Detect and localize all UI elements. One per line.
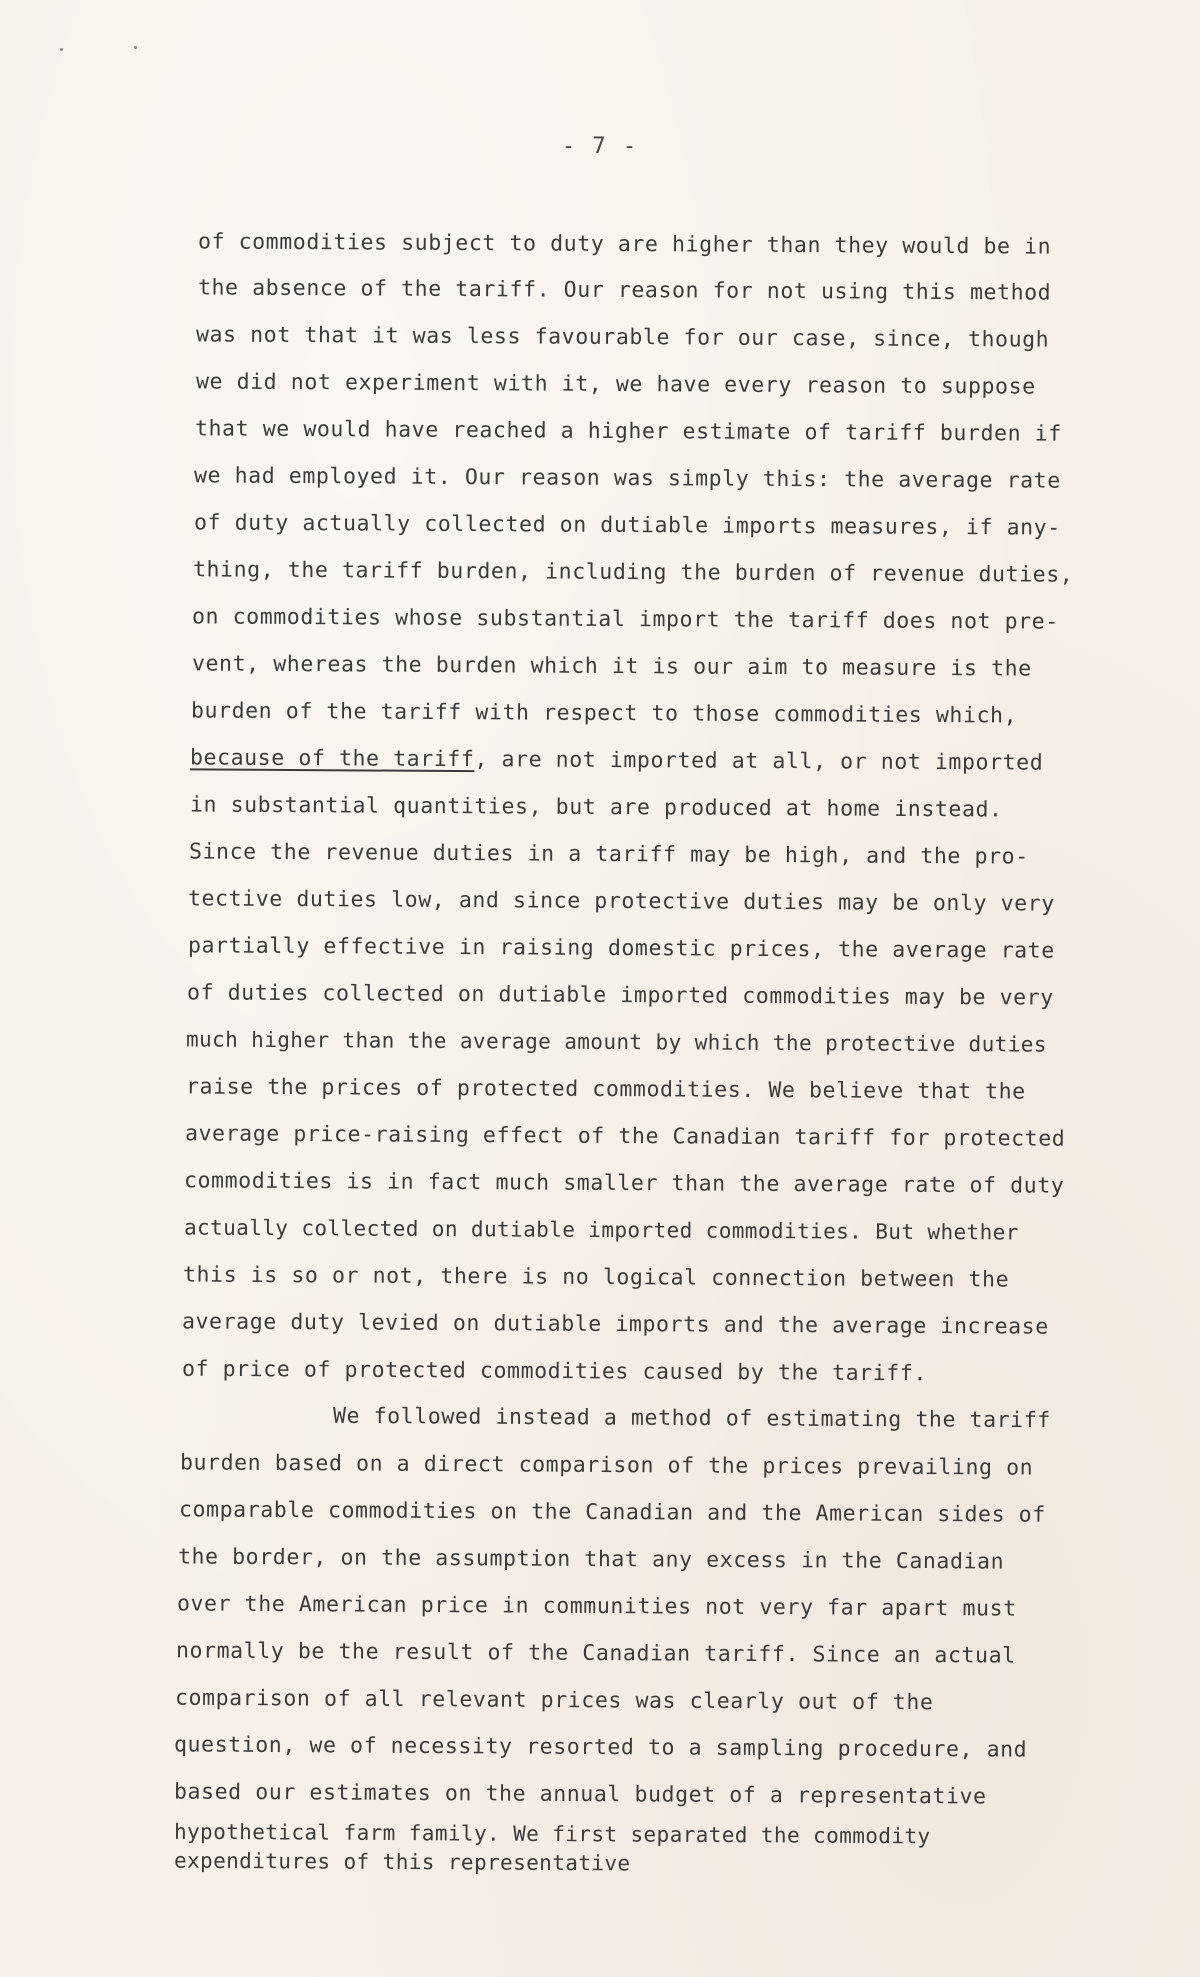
paragraph-2-line: over the American price in communities not very far apart must xyxy=(176,1591,1017,1622)
paragraph-1-line: of duty actually collected on dutiable imports measures, if any- xyxy=(193,510,1061,541)
paragraph-1-line: of commodities subject to duty are higher than they would be in xyxy=(197,229,1052,260)
paragraph-2-line: hypothetical farm family. We first separated the commodity xyxy=(173,1819,931,1849)
paragraph-1-line: raise the prices of protected commodities. We believe that the xyxy=(185,1074,1026,1105)
paragraph-2-line: the border, on the assumption that any excess in the Canadian xyxy=(177,1544,1005,1575)
paragraph-2-line: comparable commodities on the Canadian and the American sides of xyxy=(178,1497,1046,1528)
paragraph-2-line: based our estimates on the annual budget of a representative xyxy=(173,1779,987,1810)
paragraph-1-line: was not that it was less favourable for our case, since, though xyxy=(195,322,1050,353)
paragraph-1-line: actually collected on dutiable imported commodities. But whether xyxy=(183,1215,1019,1245)
paragraph-1-line: of price of protected commodities caused by the tariff. xyxy=(181,1356,928,1387)
paragraph-1-line xyxy=(190,745,1043,775)
line-remainder: , are not imported at all, or not imported xyxy=(474,747,1044,776)
paragraph-1-line: commodities is in fact much smaller than the average rate of duty xyxy=(183,1168,1065,1199)
paragraph-2-line: normally be the result of the Canadian tariff. Since an actual xyxy=(175,1638,1016,1669)
paragraph-1-line: vent, whereas the burden which it is our aim to measure is the xyxy=(191,651,1032,682)
paragraph-2-line: question, we of necessity resorted to a sampling procedure, and xyxy=(173,1732,1028,1763)
paragraph-1-line: tective duties low, and since protective duties may be only very xyxy=(187,886,1055,917)
paragraph-1-line: of duties collected on dutiable imported commodities may be very xyxy=(186,980,1054,1011)
paragraph-1-line: burden of the tariff with respect to those commodities which, xyxy=(190,698,1018,729)
paragraph-1-line: the absence of the tariff. Our reason for not using this method xyxy=(197,275,1052,306)
paragraph-2-line: We followed instead a method of estimating the tariff xyxy=(332,1403,1051,1434)
paragraph-1-line: that we would have reached a higher estimate of tariff burden if xyxy=(194,416,1062,447)
paragraph-1-line: average duty levied on dutiable imports and the average increase xyxy=(181,1309,1049,1340)
paper-speck xyxy=(134,46,137,49)
paragraph-2-line: comparison of all relevant prices was clearly out of the xyxy=(174,1685,934,1716)
paragraph-1-line: average price-raising effect of the Canadian tariff for protected xyxy=(184,1121,1066,1152)
paragraph-2-line: burden based on a direct comparison of the prices prevailing on xyxy=(179,1450,1034,1481)
paragraph-1-line: we did not experiment with it, we have every reason to suppose xyxy=(195,369,1036,400)
paragraph-1-line: this is so or not, there is no logical connection between the xyxy=(182,1262,1010,1293)
paragraph-1-line: thing, the tariff burden, including the burden of revenue duties, xyxy=(192,557,1074,588)
paragraph-1-line: much higher than the average amount by which the protective duties xyxy=(185,1027,1047,1057)
paragraph-1-line: partially effective in raising domestic prices, the average rate xyxy=(187,933,1055,964)
paragraph-1-line: on commodities whose substantial import the tariff does not pre- xyxy=(191,604,1059,635)
paragraph-1-line: in substantial quantities, but are produced at home instead. xyxy=(189,792,1003,823)
paragraph-2-line: expenditures of this representative xyxy=(173,1848,631,1876)
paragraph-1-line: we had employed it. Our reason was simply this: the average rate xyxy=(193,463,1061,494)
paper-speck xyxy=(60,48,63,51)
underlined-phrase: because of the tariff xyxy=(189,745,475,773)
page-number: - 7 - xyxy=(561,134,639,159)
paragraph-1-line: Since the revenue duties in a tariff may be high, and the pro- xyxy=(188,839,1029,870)
